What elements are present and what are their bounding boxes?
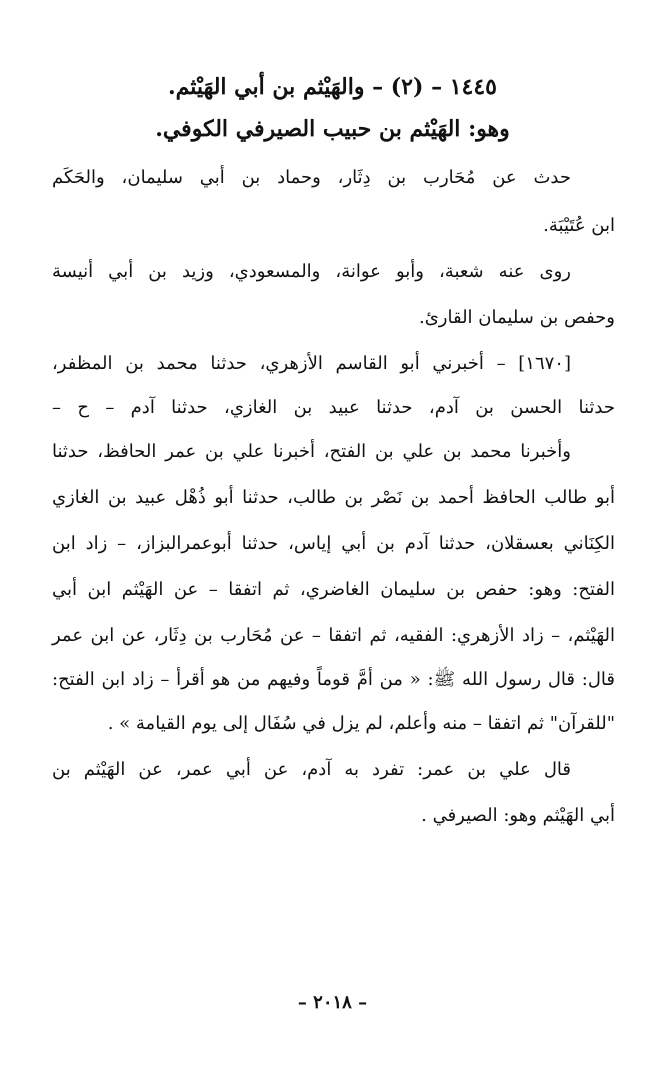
text-line: الهَيْثم، – زاد الأزهري: الفقيه، ثم اتفقا – عن مُحَارب بن دِثَار، عن ابن عمر — [52, 625, 615, 646]
text-line: الكِنَاني بعسقلان، حدثنا آدم بن أبي إياس، حدثنا أبوعمرالبزاز، – زاد ابن — [52, 533, 615, 554]
text-line: أبو طالب الحافظ أحمد بن نَصْر بن طالب، حدثنا أبو ذُهْل عبيد بن الغازي — [52, 487, 615, 508]
entry-subheading: وهو: الهَيْثم بن حبيب الصيرفي الكوفي. — [155, 116, 510, 142]
text-line: أبي الهَيْثم وهو: الصيرفي . — [421, 805, 615, 826]
page-number: – ٢٠١٨ – — [297, 992, 368, 1013]
text-line: ابن عُتَيْبَة. — [543, 215, 615, 236]
text-line: الفتح: وهو: حفص بن سليمان الغاضري، ثم اتفقا – عن الهَيْثم ابن أبي — [52, 579, 615, 600]
text-line: "للقرآن" ثم اتفقا – منه وأعلم، لم يزل في سُفَال إلى يوم القيامة » . — [107, 713, 615, 734]
entry-heading: ١٤٤٥ – (٢) – والهَيْثم بن أبي الهَيْثم. — [167, 74, 497, 100]
text-line: وحفص بن سليمان القارئ. — [418, 307, 615, 328]
text-line: قال: قال رسول الله ﷺ: « من أمَّ قوماً وفيهم من هو أقرأ – زاد ابن الفتح: — [52, 669, 615, 690]
text-line: حدثنا الحسن بن آدم، حدثنا عبيد بن الغازي، حدثنا آدم – ح – — [52, 397, 615, 418]
text-line: روى عنه شعبة، وأبو عوانة، والمسعودي، وزيد بن أبي أنيسة — [52, 261, 571, 282]
text-line: حدث عن مُحَارب بن دِثَار، وحماد بن أبي سليمان، والحَكَم — [52, 167, 571, 188]
text-line: وأخبرنا محمد بن علي بن الفتح، أخبرنا علي بن عمر الحافظ، حدثنا — [52, 441, 571, 462]
text-line: [١٦٧٠] – أخبرني أبو القاسم الأزهري، حدثنا محمد بن المظفر، — [52, 353, 571, 374]
text-line: قال علي بن عمر: تفرد به آدم، عن أبي عمر، عن الهَيْثم بن — [52, 759, 571, 780]
